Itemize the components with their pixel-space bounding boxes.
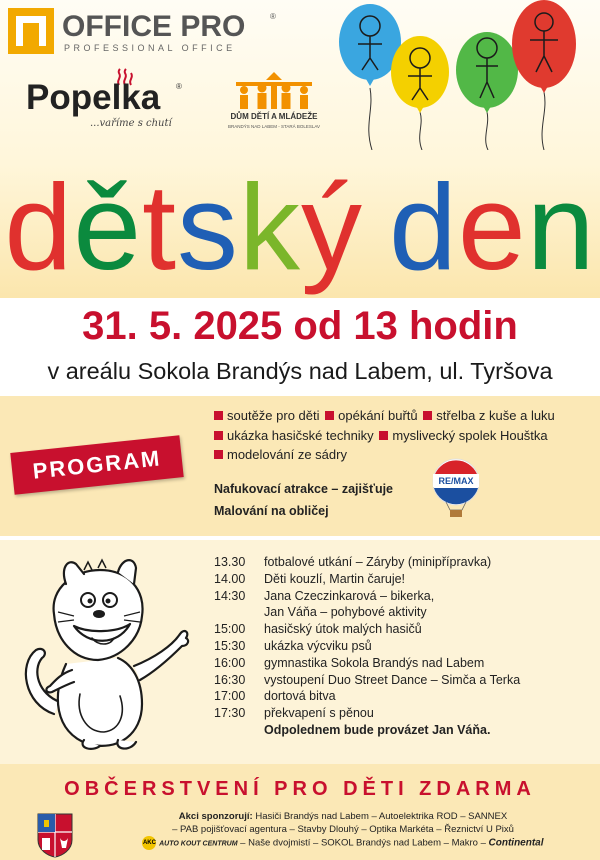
sponsors: [88, 810, 598, 851]
schedule-time: 14.00: [214, 571, 246, 586]
schedule-event: Děti kouzlí, Martin čaruje!: [264, 571, 406, 586]
schedule-row: [214, 638, 594, 655]
town-crest-icon: [36, 812, 74, 858]
program-item: [212, 447, 347, 462]
bullet-square-icon: [325, 411, 334, 420]
schedule-event: Jan Váňa – pohybové aktivity: [264, 605, 427, 620]
popelka-tagline: ...vaříme s chutí: [90, 118, 172, 129]
office-pro-mark-icon: [8, 8, 54, 54]
schedule-row: [214, 588, 594, 605]
program-item: [212, 428, 374, 443]
title-letter: k: [239, 159, 302, 295]
schedule-section: [0, 540, 600, 764]
popelka-name: Popelka: [26, 78, 161, 117]
title-letter: e: [457, 159, 527, 295]
program-item-label: myslivecký spolek Houštka: [392, 427, 548, 443]
ddm-logo: [218, 70, 330, 132]
schedule-event: dortová bitva: [264, 689, 336, 704]
schedule-time: 13.30: [214, 555, 246, 569]
ddm-figures-icon: [218, 70, 330, 112]
balloons-illustration: [330, 0, 600, 150]
program-line: [212, 447, 596, 467]
program-item: [212, 408, 320, 423]
office-pro-reg: ®: [270, 12, 276, 21]
sponsors-line-1: [88, 810, 598, 823]
schedule-time: 16:00: [214, 655, 246, 670]
office-pro-subtitle: PROFESSIONAL OFFICE: [64, 43, 236, 53]
title-letter: s: [177, 159, 240, 295]
schedule-event: gymnastika Sokola Brandýs nad Labem: [264, 655, 485, 670]
sponsors-line-3: [88, 836, 598, 851]
schedule-time: [214, 604, 264, 621]
program-line: [212, 408, 596, 428]
program-highlight: Malování na obličej: [214, 504, 329, 518]
schedule-row: [214, 688, 594, 705]
remax-name: RE/MAX: [438, 476, 474, 486]
program-item: [323, 408, 418, 423]
header-section: [0, 0, 600, 298]
schedule-event: Jana Czeczinkarová – bikerka,: [264, 588, 435, 603]
akc-label: AUTO KOUT CENTRUM: [159, 840, 238, 848]
program-item-label: střelba z kuše a luku: [436, 408, 555, 423]
bullet-square-icon: [214, 411, 223, 420]
schedule-row: [214, 655, 594, 672]
event-date: 31. 5. 2025 od 13 hodin: [82, 304, 518, 348]
schedule-event: fotbalové utkání – Záryby (minipřípravka): [264, 555, 492, 569]
popelka-logo: [26, 68, 186, 130]
schedule-row: [214, 705, 594, 722]
schedule-time: 15:00: [214, 622, 246, 637]
title-letter: n: [526, 159, 596, 295]
program-section: [0, 396, 600, 536]
title-letter: d: [389, 159, 458, 295]
program-item: [421, 408, 555, 423]
program-item-label: opékání buřtů: [338, 408, 418, 423]
ddm-name: DŮM DĚTÍ A MLÁDEŽE: [230, 112, 318, 121]
schedule-row: [214, 604, 594, 621]
program-item-label: soutěže pro děti: [227, 408, 320, 423]
program-item-label: ukázka hasičské techniky: [227, 427, 374, 443]
sponsors-text: Hasiči Brandýs nad Labem – Autoelektrika ROD – SANNEX: [255, 811, 508, 822]
program-badge: PROGRAM: [10, 435, 183, 495]
sponsors-label: Akci sponzorují:: [178, 811, 253, 822]
office-pro-logo: [8, 6, 278, 56]
schedule-row: [214, 621, 594, 638]
program-highlight: Nafukovací atrakce – zajišťuje: [214, 482, 393, 496]
schedule-time: 17:00: [214, 689, 246, 704]
schedule-event: překvapení s pěnou: [264, 706, 374, 721]
schedule-time: 15:30: [214, 638, 246, 653]
program-item-label: modelování ze sádry: [227, 447, 347, 462]
refreshments-banner: OBČERSTVENÍ PRO DĚTI ZDARMA: [64, 778, 536, 800]
event-place: v areálu Sokola Brandýs nad Labem, ul. Tyršova: [47, 358, 553, 384]
sponsors-text: – Naše dvojmistí – SOKOL Brandýs nad Labem – Makro –: [240, 837, 486, 849]
cartoon-cat-illustration: [14, 554, 194, 754]
schedule-time: 16:30: [214, 672, 246, 687]
main-title: [0, 159, 600, 295]
bullet-square-icon: [423, 411, 432, 420]
title-letter: t: [142, 159, 178, 295]
bullet-square-icon: [379, 431, 388, 440]
sponsors-line-2: – PAB pojišťovací agentura – Stavby Dlouhý – Optika Markéta – Řeznictví U Pixů: [172, 824, 514, 835]
schedule-row: [214, 554, 594, 571]
bullet-square-icon: [214, 431, 223, 440]
schedule-event: hasičský útok malých hasičů: [264, 622, 422, 637]
program-item: [377, 428, 547, 443]
schedule-event: ukázka výcviku psů: [264, 638, 372, 653]
schedule-note: Odpolednem bude provázet Jan Váňa.: [264, 722, 491, 737]
office-pro-name: OFFICE PRO: [62, 10, 246, 43]
schedule-time: 14:30: [214, 588, 246, 603]
program-list: [212, 408, 596, 467]
popelka-reg: ®: [176, 82, 182, 91]
footer-section: [0, 764, 600, 860]
schedule-list: [214, 554, 594, 739]
schedule-row: [214, 672, 594, 689]
program-line: [212, 428, 596, 448]
ddm-subtitle: BRANDÝS NAD LABEM - STARÁ BOLESLAV: [227, 124, 321, 129]
title-letter: ě: [73, 159, 143, 295]
title-letter: ý: [301, 159, 364, 295]
akc-badge-icon: AKC: [142, 836, 156, 850]
schedule-row: [214, 571, 594, 588]
title-letter: d: [4, 159, 74, 295]
continental-logo: Continental: [488, 837, 544, 849]
remax-balloon-icon: [430, 458, 482, 520]
bullet-square-icon: [214, 450, 223, 459]
schedule-event: vystoupení Duo Street Dance – Simča a Terka: [264, 672, 521, 687]
schedule-time: 17:30: [214, 706, 246, 721]
